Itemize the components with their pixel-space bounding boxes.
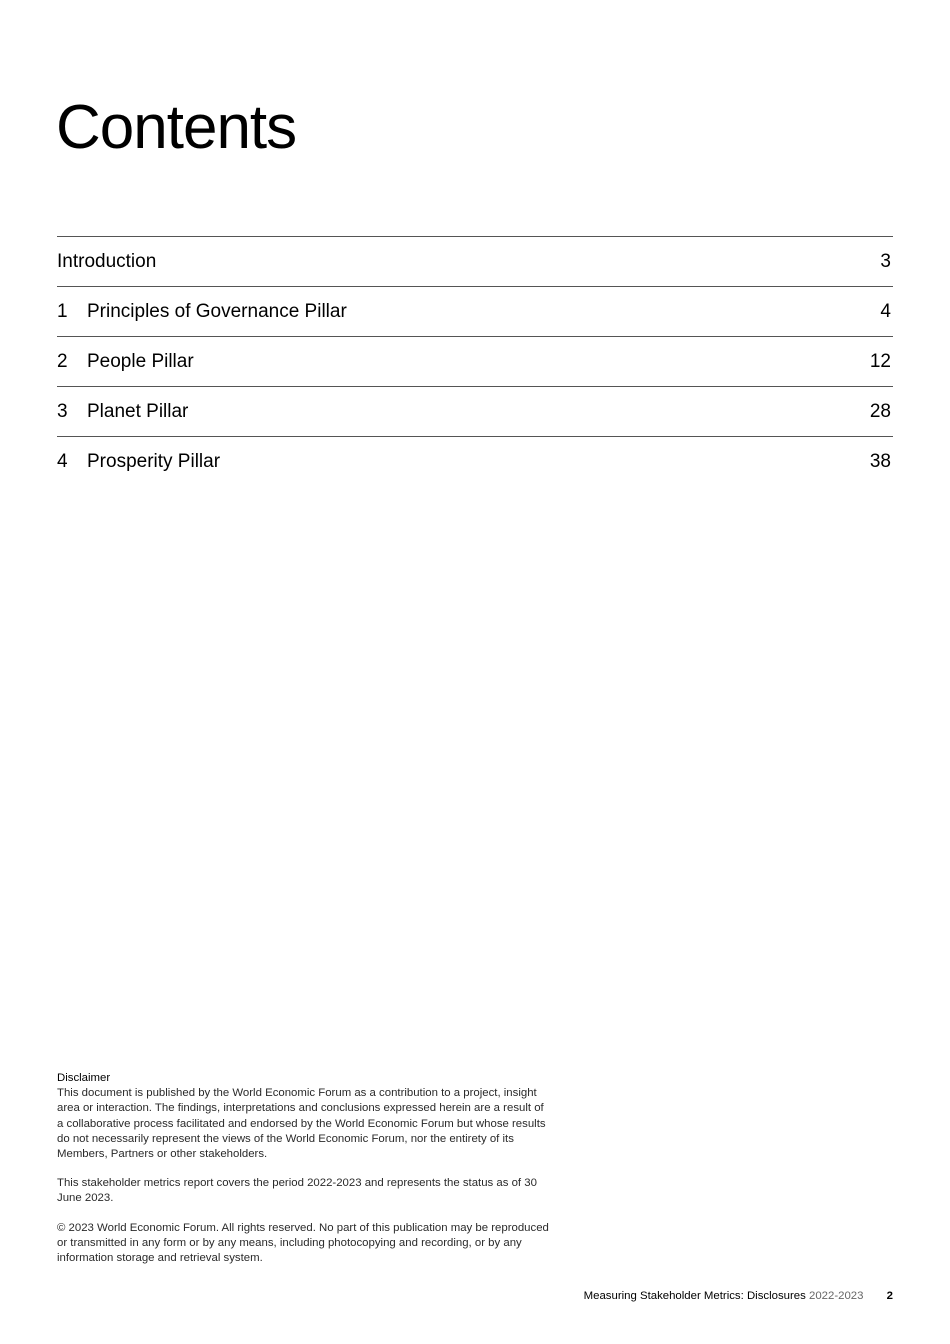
disclaimer-heading: Disclaimer: [57, 1072, 111, 1084]
toc-item-page: 12: [869, 350, 891, 372]
footer-page-number: 2: [886, 1290, 893, 1302]
toc-item-number: 3: [57, 400, 68, 422]
disclaimer-paragraph-2: This stakeholder metrics report covers the period 2022-2023 and represents the status as of 30 June 2023.: [57, 1177, 537, 1205]
toc-item-label: People Pillar: [87, 350, 194, 372]
disclaimer-paragraph-1: [57, 1071, 549, 1162]
toc-item-page: 38: [869, 450, 891, 472]
disclaimer-text: This document is published by the World Economic Forum as a contribution to a project, insight area or interaction. The findings, interpretations and conclusions expressed herein are a result of a collaborative process facilitated and endorsed by the World Economic Forum but whose results do not necessarily represent the views of the World Economic Forum, nor the entirety of its Members, Partners or other stakeholders.: [57, 1087, 546, 1161]
disclaimer: [57, 1071, 549, 1280]
toc-item-number: 4: [57, 450, 68, 472]
footer-period: 2022-2023: [809, 1290, 864, 1302]
toc-item-prosperity[interactable]: [57, 437, 893, 486]
toc-item-page: 3: [880, 250, 891, 272]
toc-item-label: Planet Pillar: [87, 400, 189, 422]
toc-item-governance[interactable]: [57, 287, 893, 337]
page-footer: [584, 1290, 893, 1302]
footer-report-title: Measuring Stakeholder Metrics: Disclosures: [583, 1290, 806, 1302]
toc-item-page: 28: [869, 400, 891, 422]
page-title: Contents: [56, 93, 297, 162]
toc-item-label: Principles of Governance Pillar: [87, 300, 347, 322]
toc-item-label: Prosperity Pillar: [87, 450, 221, 472]
toc-item-number: 1: [57, 300, 68, 322]
toc-item-number: 2: [57, 350, 68, 372]
toc-item-introduction[interactable]: [57, 237, 893, 287]
toc-item-page: 4: [880, 300, 891, 322]
table-of-contents: [57, 236, 893, 486]
toc-item-planet[interactable]: [57, 387, 893, 437]
toc-item-label: Introduction: [57, 250, 157, 272]
toc-item-people[interactable]: [57, 337, 893, 387]
copyright-notice: © 2023 World Economic Forum. All rights reserved. No part of this publication may be reproduced or transmitted in any form or by any means, including photocopying and recording, or by any information storage and retrieval system.: [57, 1221, 549, 1265]
